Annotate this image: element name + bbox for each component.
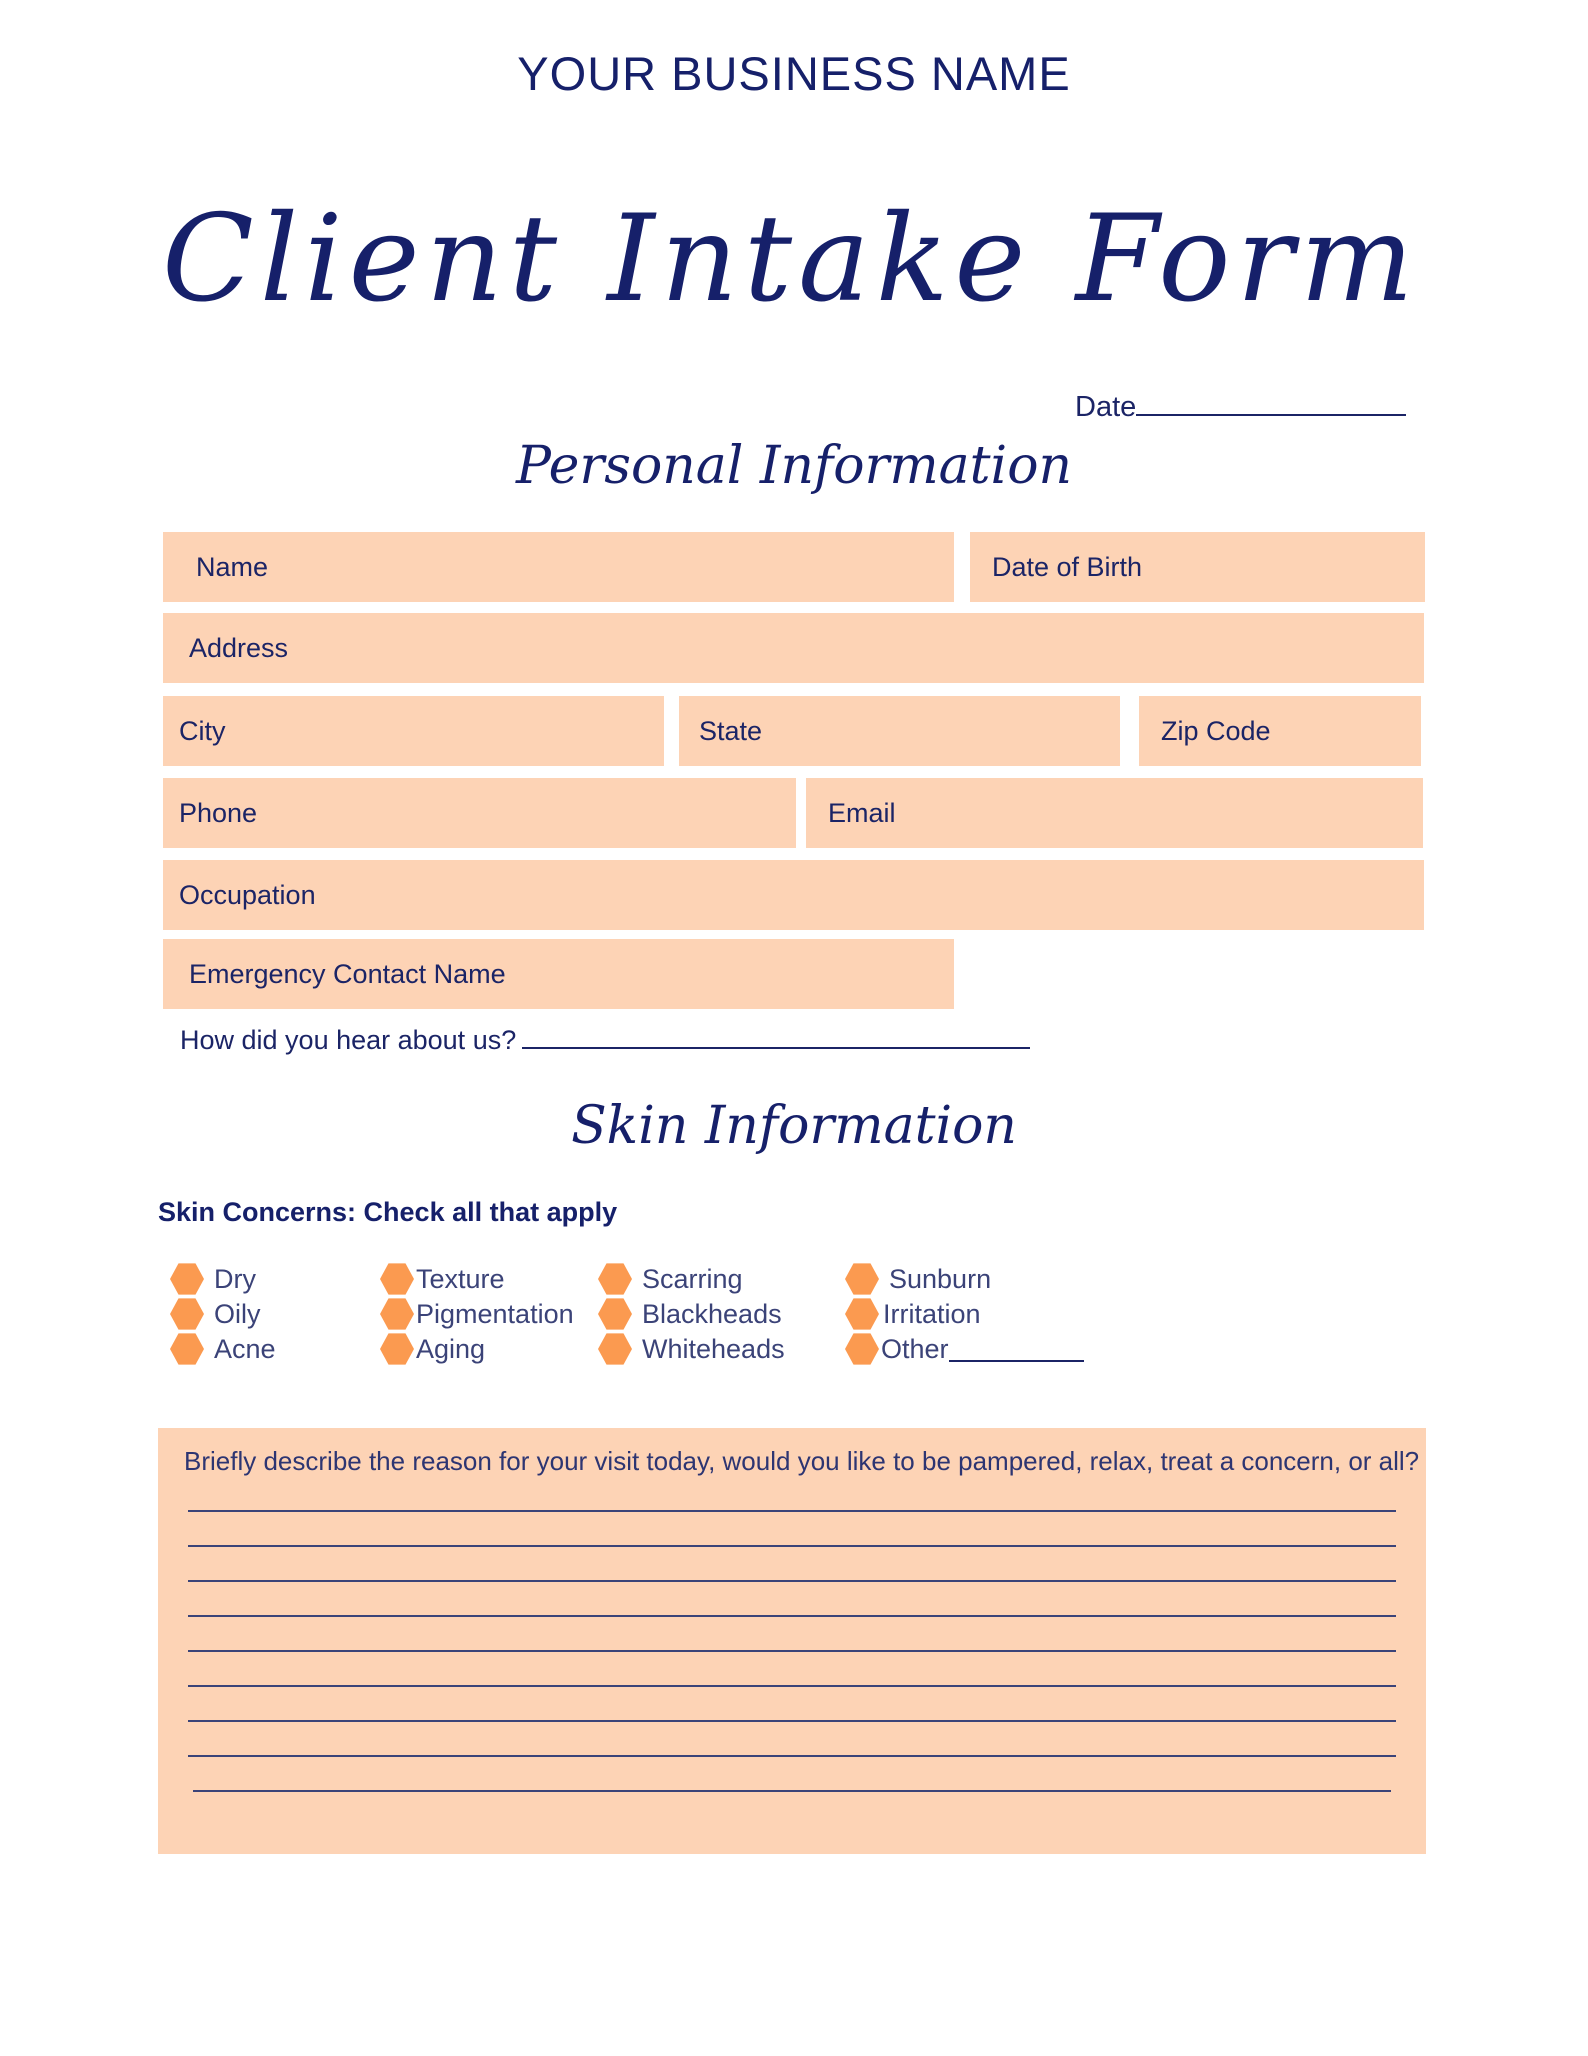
concern-label: Dry — [214, 1263, 256, 1294]
checkbox-hexagon-icon[interactable] — [598, 1297, 632, 1331]
form-title: Client Intake Form — [162, 190, 1420, 329]
email-label: Email — [828, 797, 896, 828]
writing-line[interactable] — [188, 1650, 1396, 1652]
date-field[interactable] — [1075, 386, 1406, 424]
name-field[interactable] — [163, 532, 954, 602]
concern-whiteheads[interactable] — [598, 1332, 785, 1366]
writing-line[interactable] — [188, 1685, 1396, 1687]
concern-label: Irritation — [883, 1298, 981, 1329]
writing-line[interactable] — [188, 1755, 1396, 1757]
email-field[interactable] — [806, 778, 1423, 848]
checkbox-hexagon-icon[interactable] — [170, 1262, 204, 1296]
emergency-contact-label: Emergency Contact Name — [189, 958, 506, 989]
referral-source-field[interactable] — [180, 1025, 1030, 1056]
concern-label: Scarring — [642, 1263, 743, 1294]
emergency-contact-field[interactable] — [163, 939, 954, 1009]
city-field[interactable] — [163, 696, 664, 766]
checkbox-hexagon-icon[interactable] — [845, 1297, 879, 1331]
concern-oily[interactable] — [170, 1297, 261, 1331]
name-label: Name — [196, 551, 269, 582]
date-line — [1136, 386, 1406, 416]
other-line[interactable] — [949, 1336, 1084, 1362]
skin-info-heading: Skin Information — [571, 1096, 1017, 1156]
state-field[interactable] — [679, 696, 1120, 766]
phone-label: Phone — [179, 797, 258, 828]
concern-irritation[interactable] — [845, 1297, 981, 1331]
checkbox-hexagon-icon[interactable] — [598, 1332, 632, 1366]
concern-label: Texture — [416, 1263, 505, 1294]
checkbox-hexagon-icon[interactable] — [380, 1262, 414, 1296]
visit-reason-box[interactable] — [158, 1428, 1426, 1854]
concern-sunburn[interactable] — [845, 1262, 991, 1296]
concern-blackheads[interactable] — [598, 1297, 782, 1331]
referral-source-line — [522, 1027, 1030, 1049]
concern-label: Sunburn — [889, 1263, 992, 1294]
checkbox-hexagon-icon[interactable] — [845, 1262, 879, 1296]
concern-label: Other — [881, 1333, 949, 1364]
dob-label: Date of Birth — [992, 551, 1143, 582]
concern-dry[interactable] — [170, 1262, 256, 1296]
checkbox-hexagon-icon[interactable] — [380, 1297, 414, 1331]
checkbox-hexagon-icon[interactable] — [598, 1262, 632, 1296]
address-field[interactable] — [163, 613, 1424, 683]
state-label: State — [699, 715, 763, 746]
personal-info-heading: Personal Information — [515, 436, 1072, 496]
checkbox-hexagon-icon[interactable] — [170, 1332, 204, 1366]
concern-label: Acne — [214, 1333, 276, 1364]
concern-label: Pigmentation — [416, 1298, 574, 1329]
occupation-field[interactable] — [163, 860, 1424, 930]
writing-line[interactable] — [193, 1790, 1391, 1792]
concern-scarring[interactable] — [598, 1262, 743, 1296]
concern-label: Oily — [214, 1298, 261, 1329]
date-label: Date — [1075, 391, 1137, 423]
checkbox-hexagon-icon[interactable] — [845, 1332, 879, 1366]
zip-label: Zip Code — [1161, 715, 1271, 746]
address-label: Address — [189, 632, 289, 663]
concern-label: Aging — [416, 1333, 486, 1364]
visit-reason-question: Briefly describe the reason for your visit today, would you like to be pampered, relax, treat a concern, or all? — [184, 1446, 1420, 1476]
concern-pigmentation[interactable] — [380, 1297, 574, 1331]
writing-line[interactable] — [188, 1720, 1396, 1722]
city-label: City — [179, 715, 226, 746]
phone-field[interactable] — [163, 778, 796, 848]
concern-label: Whiteheads — [642, 1333, 785, 1364]
concern-label: Blackheads — [642, 1298, 782, 1329]
writing-line[interactable] — [188, 1615, 1396, 1617]
concern-acne[interactable] — [170, 1332, 276, 1366]
referral-source-label: How did you hear about us? — [180, 1025, 517, 1055]
concern-other[interactable] — [845, 1332, 1084, 1366]
writing-line[interactable] — [188, 1510, 1396, 1512]
checkbox-hexagon-icon[interactable] — [380, 1332, 414, 1366]
occupation-label: Occupation — [179, 879, 316, 910]
writing-line[interactable] — [188, 1545, 1396, 1547]
concern-texture[interactable] — [380, 1262, 505, 1296]
zip-field[interactable] — [1139, 696, 1421, 766]
skin-concerns-title: Skin Concerns: Check all that apply — [158, 1197, 618, 1227]
writing-line[interactable] — [188, 1580, 1396, 1582]
dob-field[interactable] — [970, 532, 1425, 602]
checkbox-hexagon-icon[interactable] — [170, 1297, 204, 1331]
business-name: YOUR BUSINESS NAME — [517, 47, 1071, 100]
concern-aging[interactable] — [380, 1332, 485, 1366]
